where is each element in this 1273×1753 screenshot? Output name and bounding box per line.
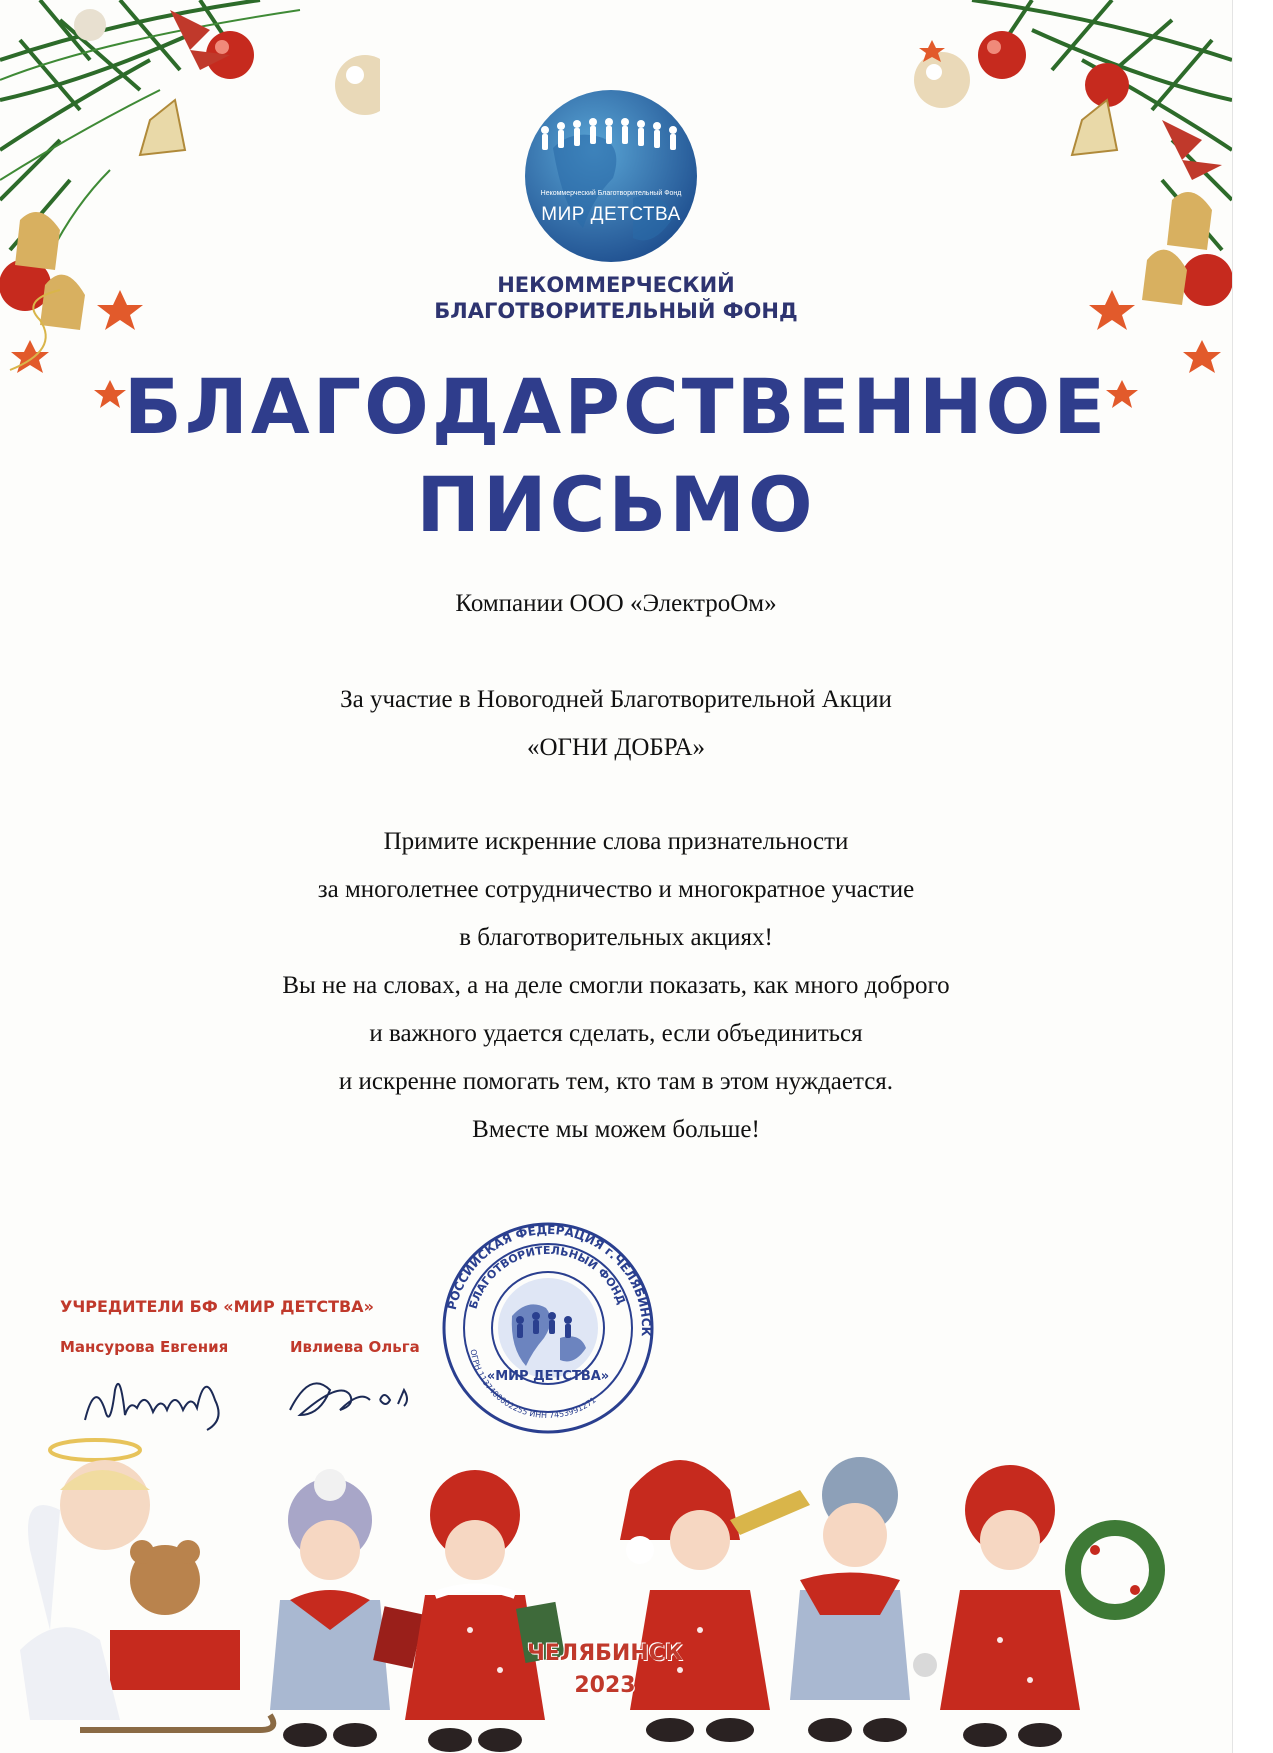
founder-name-1: Мансурова Евгения — [60, 1338, 229, 1356]
message-body — [150, 818, 1082, 1154]
carolers-illustration — [0, 1430, 1232, 1753]
globe-icon — [523, 88, 699, 264]
document-title: БЛАГОДАРСТВЕННОЕ — [123, 362, 1109, 451]
message-line: Вместе мы можем больше! — [472, 1116, 760, 1143]
footer-city: ЧЕЛЯБИНСК — [527, 1641, 683, 1666]
logo-caption: Некоммерческий Благотворительный Фонд — [540, 190, 682, 197]
reason-line-2: «ОГНИ ДОБРА» — [526, 734, 706, 761]
message-line: Вы не на словах, а на деле смогли показать, как много доброго — [282, 972, 950, 999]
foundation-logo — [523, 88, 699, 264]
stamp-name: «МИР ДЕТСТВА» — [486, 1369, 610, 1384]
message-line: и искренне помогать тем, кто там в этом нуждается. — [338, 1068, 894, 1095]
christmas-garland-right — [852, 0, 1232, 420]
organization-line-1: НЕКОММЕРЧЕСКИЙ — [497, 273, 735, 297]
recipient: Компании ООО «ЭлектроОм» — [455, 590, 777, 617]
founders-heading: УЧРЕДИТЕЛИ БФ «МИР ДЕТСТВА» — [60, 1297, 374, 1316]
logo-name: МИР ДЕТСТВА — [541, 204, 681, 225]
stamp-outer-text: РОССИЙСКАЯ ФЕДЕРАЦИЯ г.ЧЕЛЯБИНСК — [444, 1222, 654, 1337]
signature-1 — [75, 1360, 245, 1440]
message-line: за многолетнее сотрудничество и многократное участие — [317, 876, 915, 903]
stamp-codes: ОГРН 1137400002255 ИНН 7453991271 — [468, 1348, 598, 1421]
stamp-inner-text: БЛАГОТВОРИТЕЛЬНЫЙ ФОНД — [466, 1243, 628, 1311]
christmas-garland-left — [0, 0, 380, 420]
signature-2 — [280, 1360, 430, 1430]
organization-line-2: БЛАГОТВОРИТЕЛЬНЫЙ ФОНД — [434, 299, 798, 323]
founder-name-2: Ивлиева Ольга — [290, 1338, 420, 1356]
scan-margin — [1232, 0, 1273, 1753]
reason-line-1: За участие в Новогодней Благотворительной Акции — [340, 686, 892, 713]
message-line: в благотворительных акциях! — [459, 924, 773, 951]
document-title-line-2: ПИСЬМО — [416, 460, 816, 549]
message-line: и важного удается сделать, если объединиться — [369, 1020, 863, 1047]
message-line: Примите искренние слова признательности — [383, 828, 849, 855]
footer-year: 2023 — [574, 1673, 636, 1698]
foundation-stamp — [440, 1220, 656, 1436]
